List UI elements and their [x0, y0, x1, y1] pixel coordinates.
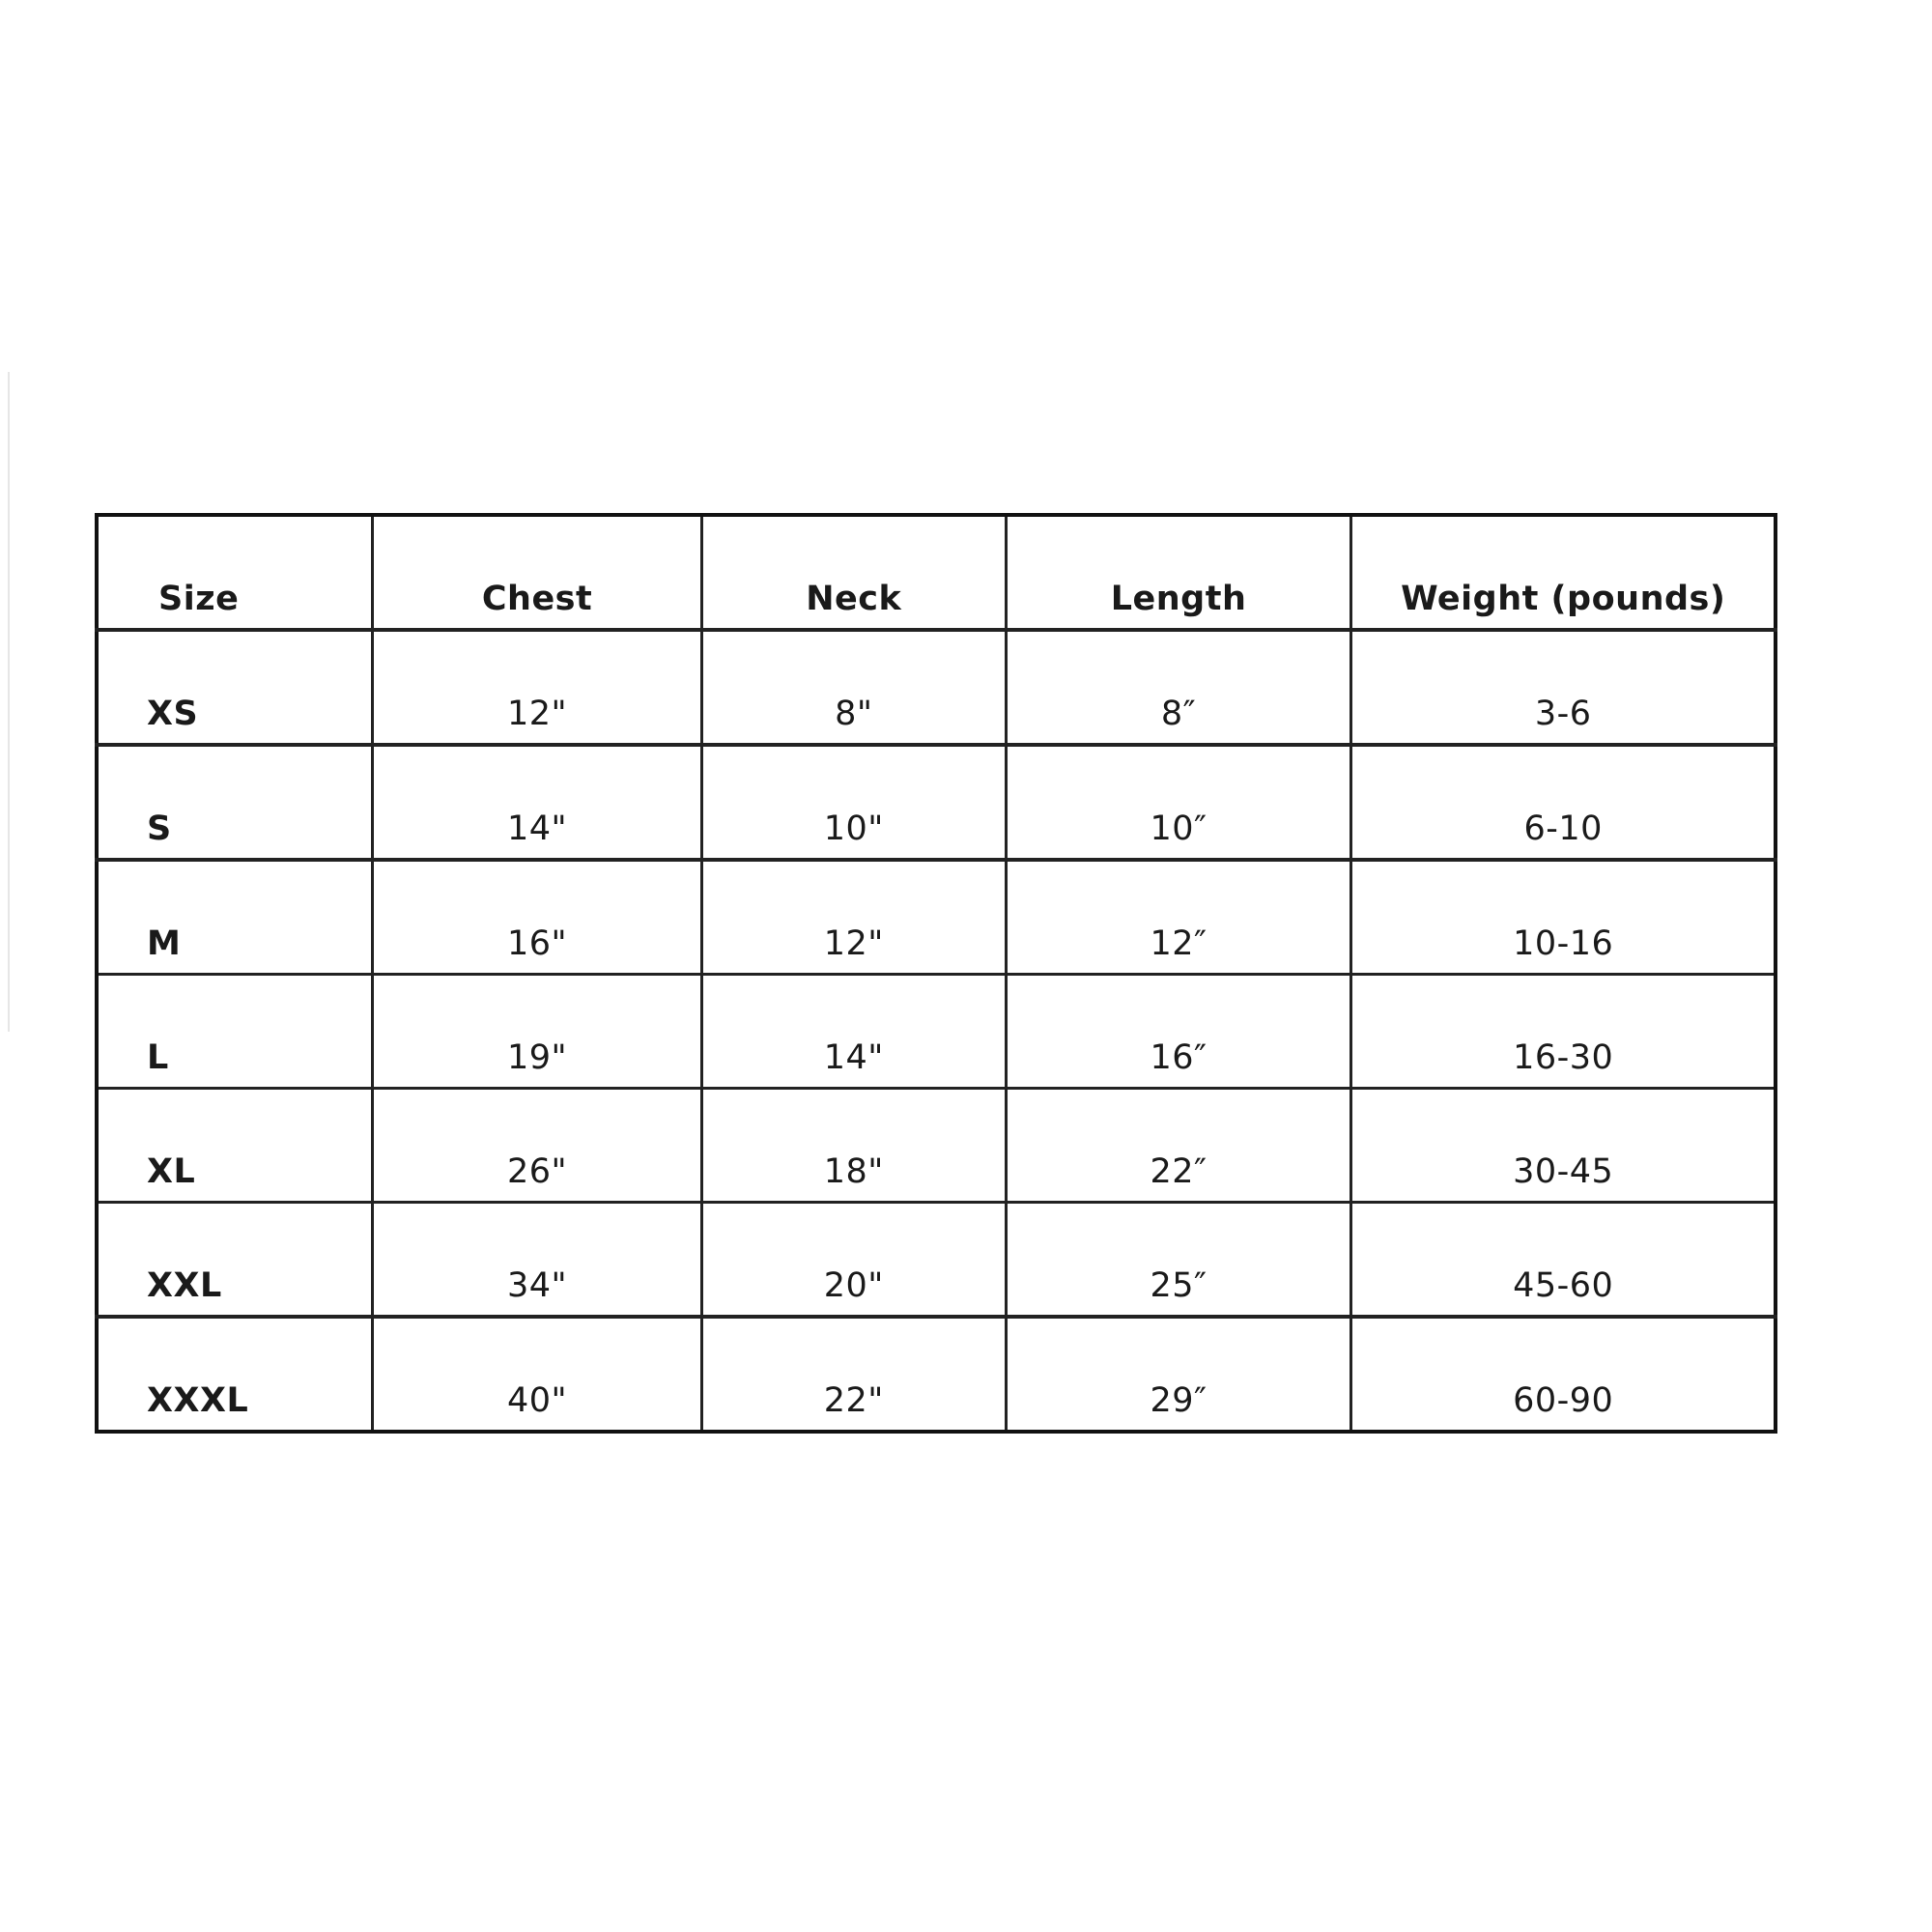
- table-row: [97, 745, 1776, 860]
- table-row: [97, 1203, 1776, 1318]
- weight-cell: 60-90: [1351, 1317, 1776, 1432]
- header-size: Size: [97, 515, 373, 630]
- size-cell: S: [97, 745, 373, 860]
- table-row: [97, 1089, 1776, 1203]
- header-row: [97, 515, 1776, 630]
- table-row: [97, 975, 1776, 1089]
- weight-cell: 10-16: [1351, 860, 1776, 975]
- length-cell: 8″: [1006, 630, 1351, 745]
- header-neck: Neck: [701, 515, 1006, 630]
- neck-cell: 22": [701, 1317, 1006, 1432]
- length-cell: 22″: [1006, 1089, 1351, 1203]
- chest-cell: 16": [373, 860, 702, 975]
- weight-cell: 6-10: [1351, 745, 1776, 860]
- neck-cell: 12": [701, 860, 1006, 975]
- header-chest: Chest: [373, 515, 702, 630]
- neck-cell: 14": [701, 975, 1006, 1089]
- weight-cell: 16-30: [1351, 975, 1776, 1089]
- size-cell: XS: [97, 630, 373, 745]
- size-chart-table: [95, 513, 1777, 1434]
- neck-cell: 20": [701, 1203, 1006, 1318]
- header-weight: Weight (pounds): [1351, 515, 1776, 630]
- weight-cell: 3-6: [1351, 630, 1776, 745]
- table-row: [97, 860, 1776, 975]
- size-cell: XL: [97, 1089, 373, 1203]
- size-cell: XXXL: [97, 1317, 373, 1432]
- table-row: [97, 1317, 1776, 1432]
- size-cell: XXL: [97, 1203, 373, 1318]
- chest-cell: 14": [373, 745, 702, 860]
- size-cell: M: [97, 860, 373, 975]
- length-cell: 16″: [1006, 975, 1351, 1089]
- weight-cell: 30-45: [1351, 1089, 1776, 1203]
- neck-cell: 18": [701, 1089, 1006, 1203]
- header-length: Length: [1006, 515, 1351, 630]
- table-row: [97, 630, 1776, 745]
- size-cell: L: [97, 975, 373, 1089]
- chest-cell: 19": [373, 975, 702, 1089]
- length-cell: 25″: [1006, 1203, 1351, 1318]
- neck-cell: 8": [701, 630, 1006, 745]
- neck-cell: 10": [701, 745, 1006, 860]
- chest-cell: 12": [373, 630, 702, 745]
- left-edge-divider: [8, 372, 10, 1032]
- length-cell: 12″: [1006, 860, 1351, 975]
- length-cell: 10″: [1006, 745, 1351, 860]
- chest-cell: 34": [373, 1203, 702, 1318]
- weight-cell: 45-60: [1351, 1203, 1776, 1318]
- chest-cell: 26": [373, 1089, 702, 1203]
- chest-cell: 40": [373, 1317, 702, 1432]
- length-cell: 29″: [1006, 1317, 1351, 1432]
